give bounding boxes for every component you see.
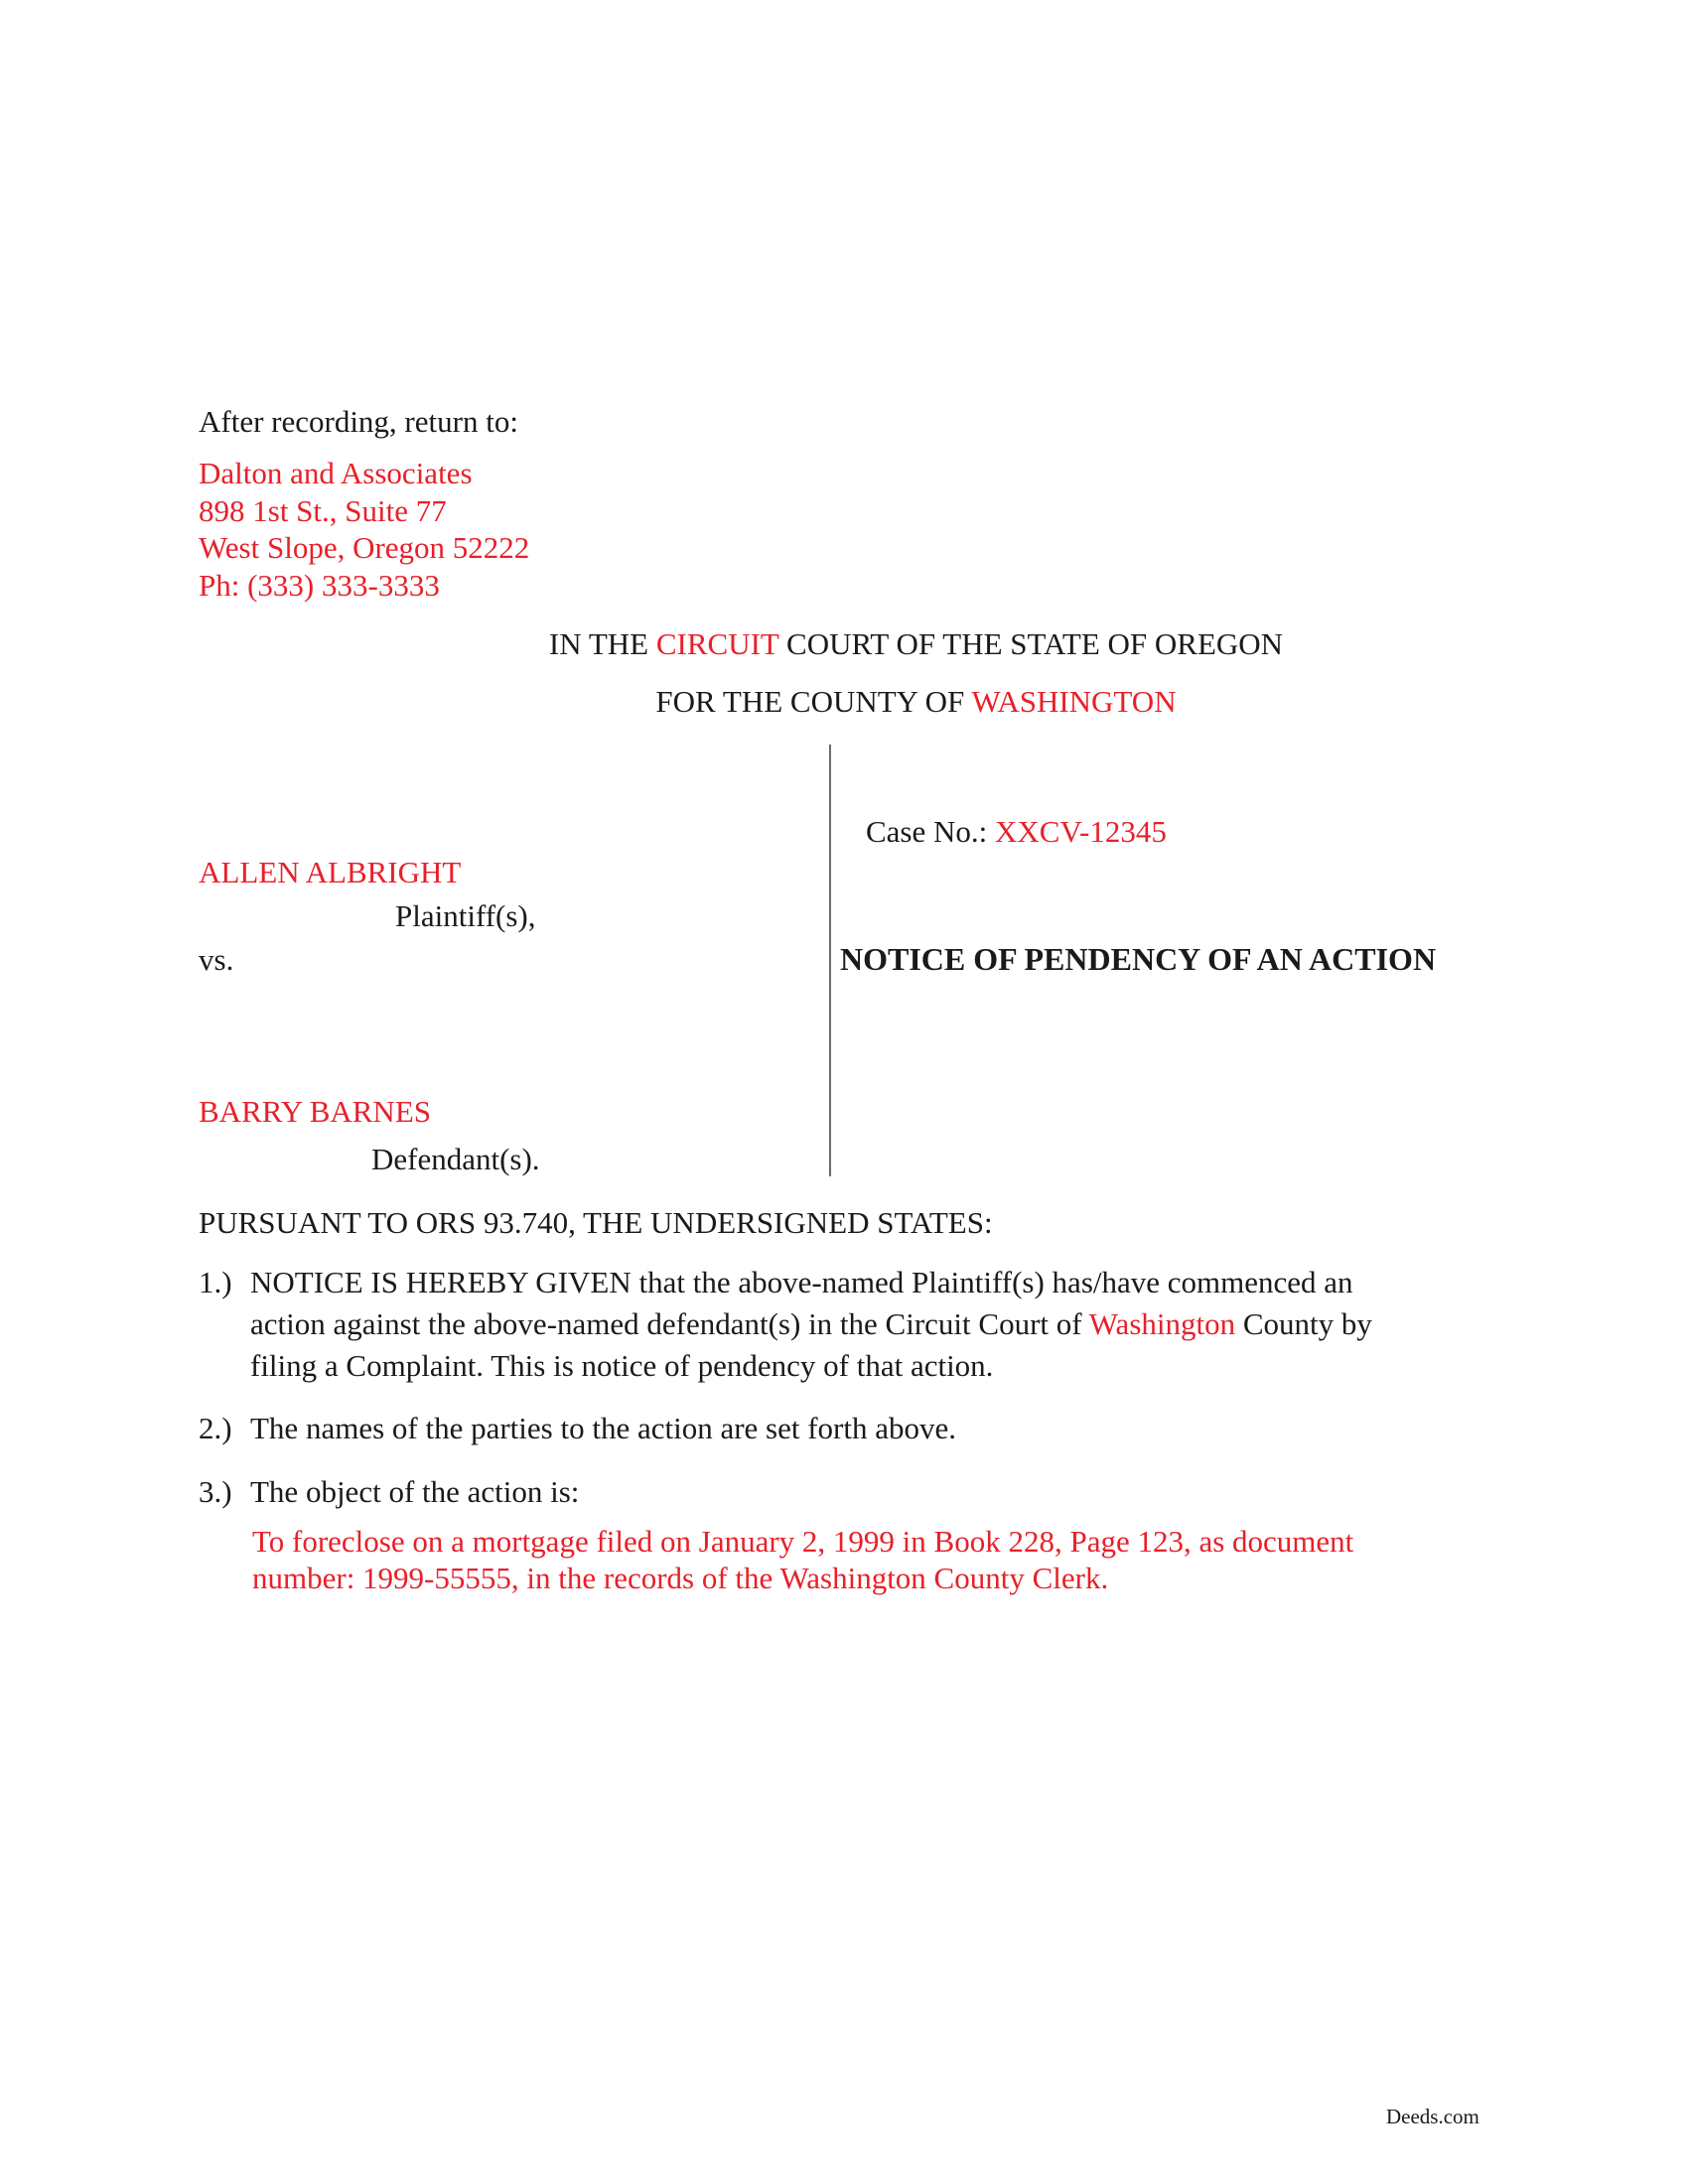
item-1-line-2	[250, 1305, 1372, 1343]
case-number	[866, 813, 1167, 851]
item-3-number: 3.)	[199, 1474, 232, 1509]
address-line-city: West Slope, Oregon 52222	[199, 530, 530, 565]
defendant-label: Defendant(s).	[371, 1142, 540, 1176]
case-number-label: Case No.:	[866, 814, 996, 849]
item-1-line-2-suffix: County by	[1235, 1306, 1372, 1341]
item-3-text: The object of the action is:	[250, 1474, 580, 1509]
versus-label: vs.	[199, 942, 234, 977]
address-line-street: 898 1st St., Suite 77	[199, 492, 447, 528]
caption-divider	[829, 745, 831, 1176]
court-type: CIRCUIT	[655, 626, 779, 661]
plaintiff-name: ALLEN ALBRIGHT	[199, 855, 462, 889]
address-line-phone: Ph: (333) 333-3333	[199, 567, 440, 603]
item-1-number: 1.)	[199, 1265, 232, 1299]
item-1-line-2-prefix: action against the above-named defendant(s) in the Circuit Court of	[250, 1306, 1089, 1341]
court-heading-line1	[0, 625, 1688, 663]
item-2-text: The names of the parties to the action are set forth above.	[250, 1411, 957, 1445]
footer-brand: Deeds.com	[1386, 2105, 1479, 2128]
court-prefix: IN THE	[548, 626, 656, 661]
address-line-name: Dalton and Associates	[199, 456, 473, 490]
county-name: WASHINGTON	[971, 684, 1177, 719]
action-object-line-1: To foreclose on a mortgage filed on January 2, 1999 in Book 228, Page 123, as document	[252, 1524, 1354, 1559]
document-title: NOTICE OF PENDENCY OF AN ACTION	[840, 941, 1437, 977]
return-address	[199, 455, 529, 604]
item-1-line-1: NOTICE IS HEREBY GIVEN that the above-named Plaintiff(s) has/have commenced an	[250, 1265, 1353, 1299]
plaintiff-label: Plaintiff(s),	[395, 898, 536, 933]
court-heading-line2	[0, 683, 1688, 721]
item-1-line-3: filing a Complaint. This is notice of pendency of that action.	[250, 1348, 994, 1383]
case-number-value: XXCV-12345	[995, 814, 1167, 849]
court-suffix: COURT OF THE STATE OF OREGON	[778, 626, 1284, 661]
pursuant-statement: PURSUANT TO ORS 93.740, THE UNDERSIGNED STATES:	[199, 1205, 993, 1240]
item-1-county: Washington	[1088, 1306, 1236, 1341]
item-2-number: 2.)	[199, 1411, 232, 1445]
county-prefix: FOR THE COUNTY OF	[655, 684, 972, 719]
defendant-name: BARRY BARNES	[199, 1094, 431, 1129]
return-to-label: After recording, return to:	[199, 404, 518, 439]
action-object-line-2: number: 1999-55555, in the records of the Washington County Clerk.	[252, 1561, 1109, 1595]
